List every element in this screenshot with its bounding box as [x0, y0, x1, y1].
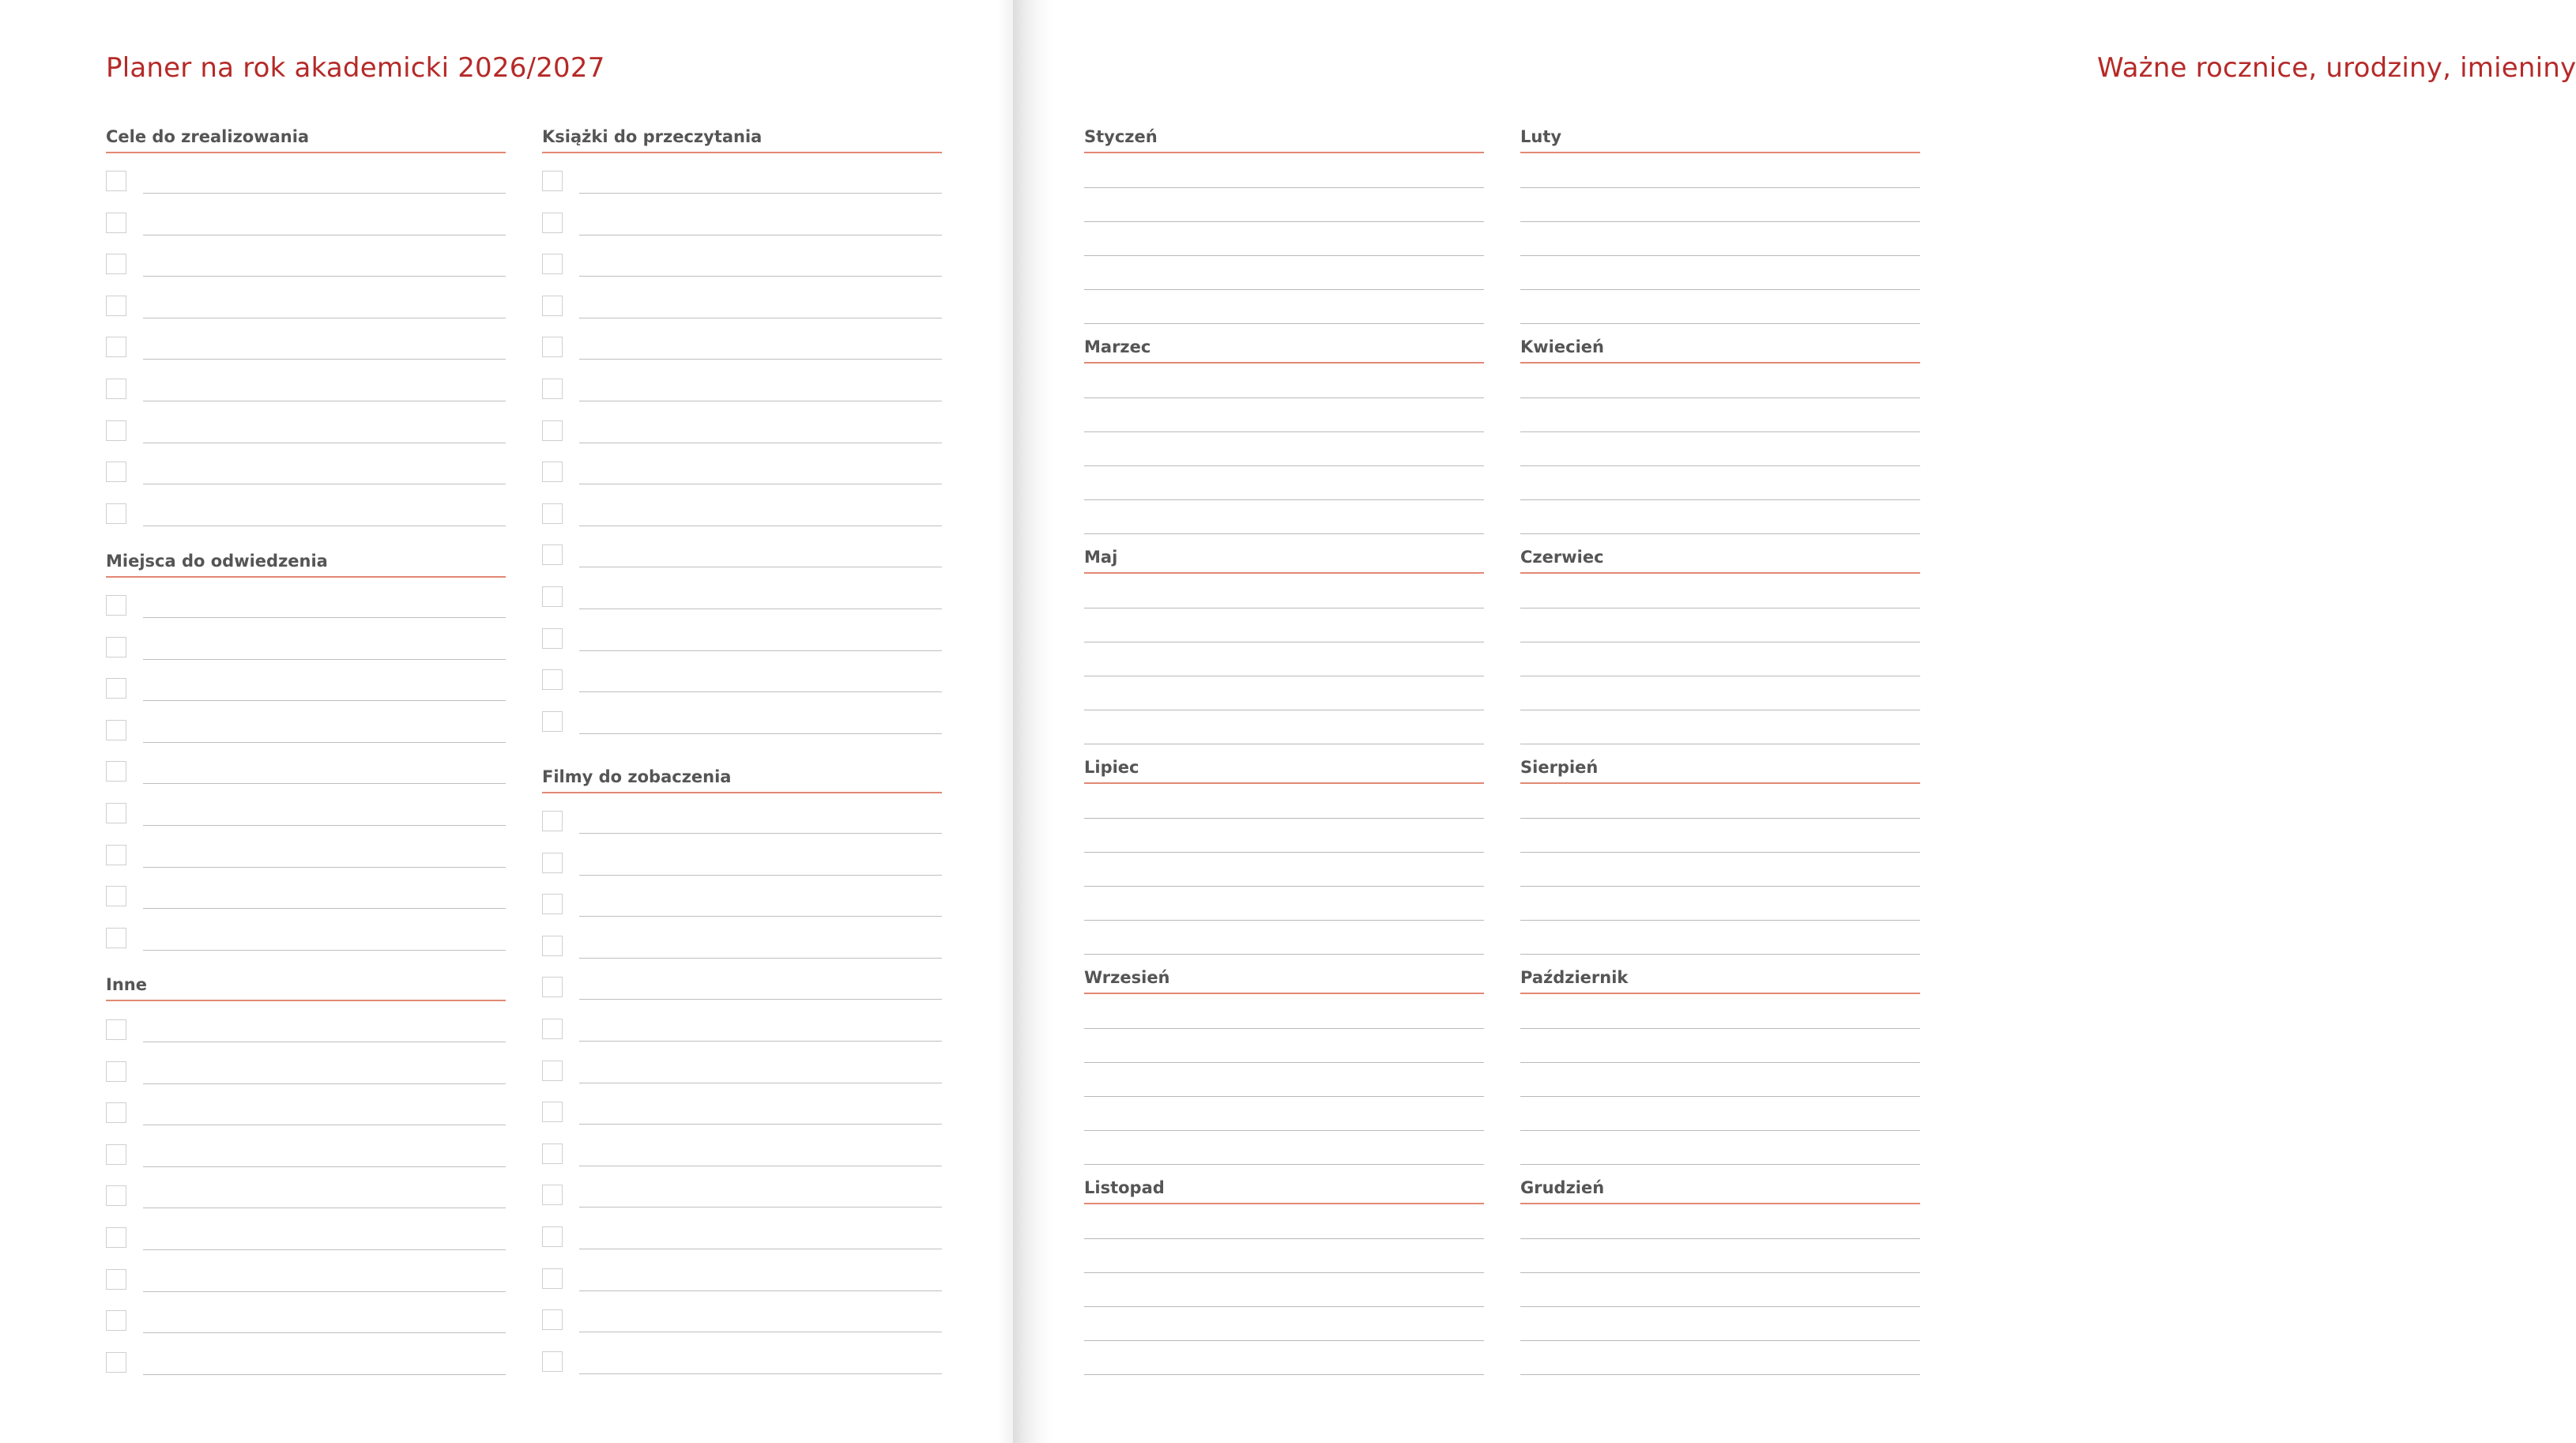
write-line[interactable] [1084, 1272, 1484, 1273]
checklist-row [542, 977, 942, 1000]
write-line[interactable] [143, 700, 506, 701]
checklist-row [106, 503, 506, 527]
write-line[interactable] [1520, 954, 1920, 955]
checklist-row [106, 637, 506, 661]
left-page [0, 0, 1013, 1443]
checklist-row [106, 1102, 506, 1126]
checklist-row [542, 1268, 942, 1292]
section-heading [542, 767, 942, 793]
write-line[interactable] [1520, 1096, 1920, 1097]
checklist-row [542, 1185, 942, 1208]
write-line[interactable] [1084, 818, 1484, 819]
checkbox[interactable] [106, 595, 126, 616]
checklist-row [542, 171, 942, 194]
month-label: Styczeń [1084, 127, 1158, 146]
checkbox[interactable] [542, 894, 563, 914]
section-heading [106, 126, 506, 153]
checkbox[interactable] [542, 1185, 563, 1205]
checklist-row [106, 337, 506, 360]
write-line[interactable] [1084, 1130, 1484, 1131]
checklist-row [106, 1352, 506, 1376]
write-line[interactable] [579, 1373, 942, 1374]
checkbox[interactable] [542, 669, 563, 690]
checkbox[interactable] [542, 379, 563, 399]
checklist-row [106, 761, 506, 785]
checklist-row [106, 928, 506, 951]
write-line[interactable] [143, 1249, 506, 1250]
write-line[interactable] [1520, 886, 1920, 887]
checkbox[interactable] [106, 379, 126, 399]
month-label: Maj [1084, 548, 1118, 567]
checklist-row [106, 1227, 506, 1251]
write-line[interactable] [1520, 289, 1920, 290]
write-line[interactable] [143, 783, 506, 784]
checklist-row [542, 936, 942, 959]
write-line[interactable] [1520, 920, 1920, 921]
write-line[interactable] [1084, 1306, 1484, 1307]
write-line[interactable] [1084, 499, 1484, 500]
checklist-row [542, 254, 942, 277]
checklist-row [106, 595, 506, 619]
write-line[interactable] [1084, 1164, 1484, 1165]
write-line[interactable] [1520, 221, 1920, 222]
write-line[interactable] [1084, 221, 1484, 222]
checklist-row [542, 711, 942, 735]
page-title-planner: Planer na rok akademicki 2026/2027 [106, 52, 605, 84]
checkbox[interactable] [106, 254, 126, 274]
write-line[interactable] [143, 1291, 506, 1292]
write-line[interactable] [1520, 397, 1920, 398]
checkbox[interactable] [542, 811, 563, 831]
write-line[interactable] [1084, 886, 1484, 887]
write-line[interactable] [1520, 1306, 1920, 1307]
checkbox[interactable] [106, 803, 126, 823]
write-line[interactable] [1084, 187, 1484, 188]
checkbox[interactable] [106, 171, 126, 191]
checkbox[interactable] [542, 936, 563, 956]
month-heading [1520, 337, 1920, 364]
month-label: Marzec [1084, 337, 1151, 356]
checklist-row [106, 678, 506, 702]
month-label: Październik [1520, 968, 1629, 987]
write-line[interactable] [143, 825, 506, 826]
checklist-row [542, 1309, 942, 1333]
checklist-row [542, 586, 942, 610]
checkbox[interactable] [106, 1061, 126, 1082]
month-label: Grudzień [1520, 1178, 1605, 1197]
checkbox[interactable] [542, 420, 563, 441]
month-label: Sierpień [1520, 758, 1599, 777]
checklist-row [542, 1019, 942, 1042]
write-line[interactable] [1520, 533, 1920, 534]
month-label: Listopad [1084, 1178, 1165, 1197]
checkbox[interactable] [542, 462, 563, 482]
checklist-row [106, 420, 506, 444]
checkbox[interactable] [542, 977, 563, 997]
write-line[interactable] [579, 833, 942, 834]
write-line[interactable] [579, 608, 942, 609]
checklist-row [542, 628, 942, 652]
checklist-row [542, 811, 942, 835]
checkbox[interactable] [106, 1019, 126, 1040]
month-heading [1084, 757, 1484, 784]
write-line[interactable] [579, 999, 942, 1000]
section-heading-label: Książki do przeczytania [542, 127, 763, 146]
checklist-row [542, 296, 942, 319]
write-line[interactable] [1084, 533, 1484, 534]
checkbox[interactable] [542, 254, 563, 274]
section-heading [542, 126, 942, 153]
checklist-row [542, 669, 942, 693]
checkbox[interactable] [106, 678, 126, 699]
checklist-row [542, 1061, 942, 1084]
checkbox[interactable] [106, 1269, 126, 1290]
checkbox[interactable] [106, 1144, 126, 1165]
checkbox[interactable] [106, 1310, 126, 1331]
write-line[interactable] [1520, 255, 1920, 256]
checklist-row [106, 1061, 506, 1085]
write-line[interactable] [143, 908, 506, 909]
checklist-row [106, 171, 506, 194]
write-line[interactable] [1520, 187, 1920, 188]
write-line[interactable] [579, 359, 942, 360]
write-line[interactable] [143, 1332, 506, 1333]
month-heading [1084, 1177, 1484, 1204]
checkbox[interactable] [542, 711, 563, 732]
write-line[interactable] [1520, 1062, 1920, 1063]
write-line[interactable] [1520, 1164, 1920, 1165]
page-title-anniversaries: Ważne rocznice, urodziny, imieniny [2097, 52, 2576, 84]
write-line[interactable] [143, 867, 506, 868]
checklist-row [106, 213, 506, 236]
month-heading [1084, 967, 1484, 994]
checkbox[interactable] [106, 462, 126, 482]
section-heading-label: Cele do zrealizowania [106, 127, 310, 146]
write-line[interactable] [1520, 1272, 1920, 1273]
write-line[interactable] [143, 1166, 506, 1167]
section-heading-label: Filmy do zobaczenia [542, 767, 732, 786]
checklist-row [106, 1269, 506, 1293]
checklist-row [542, 853, 942, 876]
write-line[interactable] [1084, 1374, 1484, 1375]
checkbox[interactable] [542, 1351, 563, 1372]
month-label: Kwiecień [1520, 337, 1604, 356]
checkbox[interactable] [106, 420, 126, 441]
write-line[interactable] [1084, 1340, 1484, 1341]
checklist-row [542, 379, 942, 402]
write-line[interactable] [143, 276, 506, 277]
checkbox[interactable] [542, 213, 563, 233]
month-heading [1084, 337, 1484, 364]
checkbox[interactable] [542, 586, 563, 607]
checklist-row [542, 1351, 942, 1375]
checklist-row [106, 1144, 506, 1168]
checkbox[interactable] [542, 1019, 563, 1039]
write-line[interactable] [1520, 499, 1920, 500]
checklist-row [542, 213, 942, 236]
checkbox[interactable] [106, 845, 126, 865]
checklist-row [106, 803, 506, 827]
write-line[interactable] [1520, 1238, 1920, 1239]
write-line[interactable] [143, 1374, 506, 1375]
checkbox[interactable] [106, 1102, 126, 1123]
month-heading [1520, 1177, 1920, 1204]
month-label: Luty [1520, 127, 1562, 146]
write-line[interactable] [1520, 852, 1920, 853]
month-label: Czerwiec [1520, 548, 1604, 567]
write-line[interactable] [1084, 289, 1484, 290]
checkbox[interactable] [106, 1185, 126, 1206]
write-line[interactable] [1084, 397, 1484, 398]
checkbox[interactable] [542, 1309, 563, 1330]
write-line[interactable] [1084, 431, 1484, 432]
checklist-row [106, 845, 506, 868]
checklist-row [106, 254, 506, 277]
right-page [1013, 0, 2576, 1443]
write-line[interactable] [1084, 920, 1484, 921]
checklist-row [542, 1143, 942, 1167]
checklist-row [542, 1226, 942, 1250]
write-line[interactable] [143, 359, 506, 360]
write-line[interactable] [143, 193, 506, 194]
write-line[interactable] [1520, 431, 1920, 432]
checkbox[interactable] [542, 296, 563, 316]
checklist-row [106, 1185, 506, 1209]
checkbox[interactable] [542, 853, 563, 873]
write-line[interactable] [579, 1207, 942, 1208]
write-line[interactable] [143, 742, 506, 743]
checklist-row [106, 462, 506, 485]
write-line[interactable] [1084, 1028, 1484, 1029]
checkbox[interactable] [542, 337, 563, 357]
month-heading [1520, 126, 1920, 153]
checklist-row [542, 462, 942, 485]
checklist-row [106, 379, 506, 402]
write-line[interactable] [579, 916, 942, 917]
checkbox[interactable] [542, 1226, 563, 1247]
checklist-row [106, 296, 506, 319]
checklist-row [542, 894, 942, 917]
checklist-row [106, 1019, 506, 1043]
checklist-row [542, 544, 942, 568]
checkbox[interactable] [542, 1061, 563, 1081]
write-line[interactable] [1084, 255, 1484, 256]
checkbox[interactable] [542, 171, 563, 191]
write-line[interactable] [143, 617, 506, 618]
write-line[interactable] [579, 958, 942, 959]
section-heading [106, 551, 506, 578]
write-line[interactable] [1520, 1374, 1920, 1375]
checkbox[interactable] [106, 637, 126, 657]
section-heading-label: Inne [106, 975, 147, 994]
checkbox[interactable] [106, 886, 126, 906]
checkbox[interactable] [106, 761, 126, 782]
checklist-row [106, 886, 506, 910]
write-line[interactable] [579, 276, 942, 277]
write-line[interactable] [579, 650, 942, 651]
write-line[interactable] [143, 1083, 506, 1084]
checkbox[interactable] [106, 928, 126, 948]
write-line[interactable] [143, 659, 506, 660]
write-line[interactable] [579, 875, 942, 876]
checkbox[interactable] [106, 1227, 126, 1248]
write-line[interactable] [1520, 465, 1920, 466]
write-line[interactable] [1520, 323, 1920, 324]
write-line[interactable] [579, 691, 942, 692]
write-line[interactable] [579, 1041, 942, 1042]
checkbox[interactable] [106, 213, 126, 233]
write-line[interactable] [1084, 852, 1484, 853]
checkbox[interactable] [542, 1102, 563, 1122]
write-line[interactable] [579, 1124, 942, 1125]
month-heading [1084, 126, 1484, 153]
write-line[interactable] [1084, 465, 1484, 466]
section-heading [106, 974, 506, 1001]
section-heading-label: Miejsca do odwiedzenia [106, 552, 328, 571]
month-label: Lipiec [1084, 758, 1139, 777]
write-line[interactable] [1084, 323, 1484, 324]
write-line[interactable] [1520, 1028, 1920, 1029]
write-line[interactable] [1084, 1062, 1484, 1063]
checklist-row [542, 337, 942, 360]
month-label: Wrzesień [1084, 968, 1170, 987]
checkbox[interactable] [106, 296, 126, 316]
checkbox[interactable] [106, 1352, 126, 1373]
month-heading [1520, 967, 1920, 994]
checkbox[interactable] [542, 628, 563, 649]
checkbox[interactable] [542, 1143, 563, 1164]
write-line[interactable] [1520, 818, 1920, 819]
checklist-row [542, 503, 942, 527]
write-line[interactable] [1520, 1130, 1920, 1131]
checkbox[interactable] [542, 1268, 563, 1289]
spine-shadow [997, 0, 1013, 1443]
write-line[interactable] [579, 193, 942, 194]
write-line[interactable] [579, 733, 942, 734]
write-line[interactable] [1520, 1340, 1920, 1341]
checkbox[interactable] [106, 503, 126, 524]
checkbox[interactable] [106, 337, 126, 357]
write-line[interactable] [143, 950, 506, 951]
write-line[interactable] [579, 1290, 942, 1291]
write-line[interactable] [1084, 954, 1484, 955]
checklist-row [542, 1102, 942, 1125]
write-line[interactable] [1084, 1238, 1484, 1239]
checkbox[interactable] [106, 720, 126, 740]
write-line[interactable] [1084, 1096, 1484, 1097]
checklist-row [106, 1310, 506, 1334]
month-heading [1084, 547, 1484, 574]
checklist-row [542, 420, 942, 444]
month-heading [1520, 547, 1920, 574]
checklist-row [106, 720, 506, 744]
checkbox[interactable] [542, 503, 563, 524]
month-heading [1520, 757, 1920, 784]
checkbox[interactable] [542, 544, 563, 565]
